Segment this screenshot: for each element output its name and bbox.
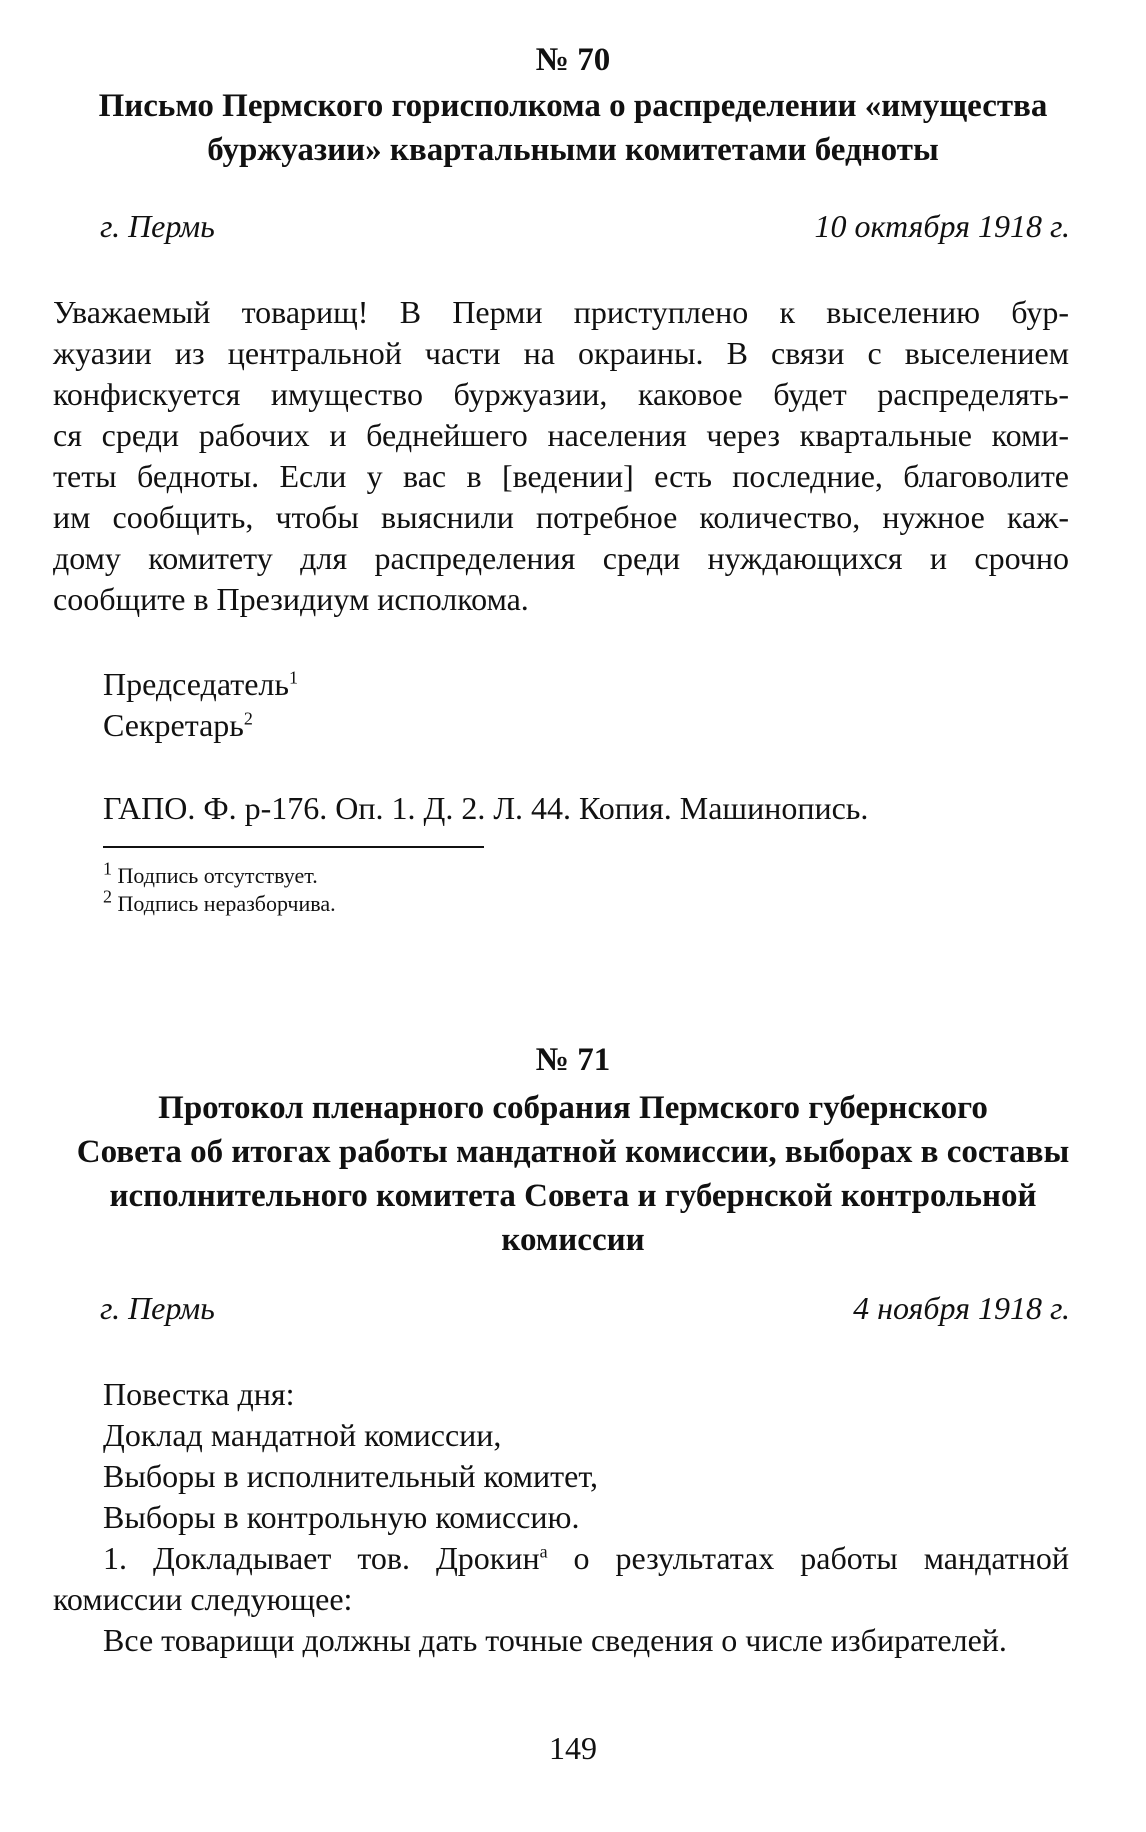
doc71-title-line: Совета об итогах работы мандатной комиссии, выборах в составы <box>76 1134 1070 1170</box>
doc70-body-line: сообщите в Президиум исполкома. <box>53 581 529 617</box>
doc71-agenda-item: Выборы в контрольную комиссию. <box>103 1499 580 1535</box>
doc70-body-line: ся среди рабочих и беднейшего населения через квартальные коми- <box>53 417 1069 453</box>
doc71-title-line: Протокол пленарного собрания Пермского губернского <box>158 1090 988 1126</box>
doc70-footnote <box>103 886 336 918</box>
doc70-title <box>40 84 1106 172</box>
page-number: 149 <box>549 1730 597 1766</box>
doc71-item1-line <box>103 1538 1069 1578</box>
doc70-body-line: конфискуется имущество буржуазии, каковое будет распределять- <box>53 376 1069 412</box>
doc70-body-line: дому комитету для распределения среди нуждающихся и срочно <box>53 540 1069 576</box>
doc71-item1-line2: комиссии следующее: <box>53 1581 353 1617</box>
doc71-agenda-item: Выборы в исполнительный комитет, <box>103 1458 598 1494</box>
footnote-text: Подпись отсутствует. <box>117 863 318 888</box>
doc70-title-line: буржуазии» квартальными комитетами бедноты <box>207 132 939 168</box>
doc70-title-line: Письмо Пермского горисполкома о распределении «имущества <box>98 88 1048 124</box>
doc71-number: № 71 <box>535 1042 611 1078</box>
doc70-body-line: им сообщить, чтобы выяснили потребное количество, нужное каж- <box>53 499 1069 535</box>
footnote-mark: 2 <box>243 708 253 729</box>
doc71-agenda-heading: Повестка дня: <box>103 1376 295 1412</box>
doc70-place: г. Пермь <box>100 208 215 244</box>
doc70-signature-secretary <box>103 705 253 745</box>
doc70-body-line: теты бедноты. Если у вас в [ведении] есть последние, благоволите <box>53 458 1069 494</box>
signature-label: Секретарь <box>103 707 244 743</box>
doc70-signature-chairman <box>103 664 298 704</box>
item1-start: 1. Докладывает тов. Дрокин <box>103 1540 540 1576</box>
doc70-number: № 70 <box>535 42 611 78</box>
signature-label: Председатель <box>103 666 289 702</box>
doc70-body-line: жуазии из центральной части на окраины. В связи с выселением <box>53 335 1069 371</box>
doc71-date: 4 ноября 1918 г. <box>853 1290 1070 1326</box>
doc70-footnote <box>103 858 318 890</box>
footnote-divider <box>103 846 484 848</box>
doc71-title-line: комиссии <box>501 1222 645 1258</box>
doc71-agenda-item: Доклад мандатной комиссии, <box>103 1417 502 1453</box>
footnote-mark: 1 <box>288 667 298 688</box>
footnote-mark: 1 <box>103 858 112 879</box>
item1-rest: о результатах работы мандатной <box>547 1540 1069 1576</box>
doc70-date: 10 октября 1918 г. <box>814 208 1070 244</box>
doc70-archive-source: ГАПО. Ф. р-176. Оп. 1. Д. 2. Л. 44. Копия. Машинопись. <box>103 790 869 826</box>
doc71-last-line: Все товарищи должны дать точные сведения о числе избирателей. <box>103 1622 1007 1658</box>
doc71-title-line: исполнительного комитета Совета и губернской контрольной <box>109 1178 1037 1214</box>
doc71-title <box>40 1086 1106 1262</box>
footnote-mark: а <box>539 1541 548 1562</box>
doc71-place: г. Пермь <box>100 1290 215 1326</box>
doc70-body-line: Уважаемый товарищ! В Перми приступлено к выселению бур- <box>53 294 1069 330</box>
footnote-mark: 2 <box>103 886 112 907</box>
footnote-text: Подпись неразборчива. <box>117 891 336 916</box>
